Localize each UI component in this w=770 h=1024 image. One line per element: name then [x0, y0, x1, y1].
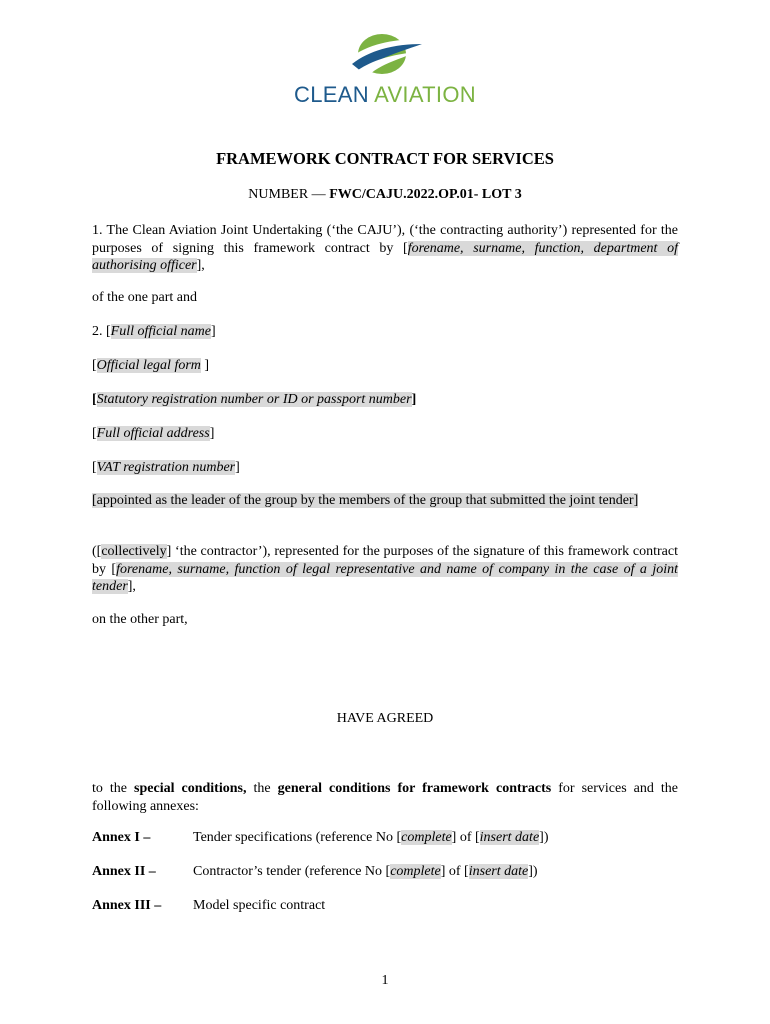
- logo-text: [280, 82, 490, 108]
- legal-form-field[interactable]: Official legal form: [96, 358, 201, 373]
- collectively-end: ],: [127, 579, 136, 594]
- logo-word-clean: CLEAN: [294, 82, 369, 107]
- page-number: 1: [381, 973, 389, 988]
- annex-2-date-field[interactable]: insert date: [468, 864, 529, 879]
- annex-1-end: ]): [539, 830, 549, 845]
- collectively-pre: ([: [92, 544, 102, 559]
- number-prefix: NUMBER —: [248, 187, 326, 202]
- address-line: [Full official address]: [92, 426, 215, 441]
- other-part-text: on the other part,: [92, 612, 188, 627]
- logo-swoosh-icon: [342, 30, 428, 82]
- annex-2-end: ]): [528, 864, 538, 879]
- conditions-t3: for services and the following annexes:: [92, 781, 679, 814]
- party-1-text: 1. The Clean Aviation Joint Undertaking (‘the CAJU’), (‘the contracting authority’) represented for the purposes of signing this framework contract by [: [92, 223, 678, 256]
- registration-line: [Statutory registration number or ID or passport number]: [92, 392, 417, 407]
- logo-word-aviation: AVIATION: [374, 82, 476, 107]
- annex-1-mid: ] of [: [451, 830, 480, 845]
- party-1-end: ],: [196, 258, 205, 273]
- annex-3-text: Model specific contract: [193, 898, 326, 913]
- full-name-field[interactable]: Full official name: [110, 324, 211, 339]
- annex-1-text: [193, 830, 549, 846]
- annex-1-desc: Tender specifications (reference No [: [193, 830, 402, 845]
- conditions-t1: to the: [92, 781, 135, 796]
- group-leader-line: [92, 492, 678, 510]
- special-conditions-text: special conditions,: [134, 781, 247, 796]
- paragraph-party-1: [92, 222, 678, 275]
- annex-1-date-field[interactable]: insert date: [479, 830, 540, 845]
- collectively-paragraph: [92, 543, 678, 596]
- legal-representative-field[interactable]: forename, surname, function of legal representative and name of company in the case of a joint tender: [92, 561, 678, 594]
- group-leader-field[interactable]: [appointed as the leader of the group by the members of the group that submitted the joint tender]: [92, 493, 639, 508]
- registration-field[interactable]: Statutory registration number or ID or passport number: [96, 392, 412, 407]
- conditions-paragraph: [92, 780, 678, 815]
- conditions-t2: the: [246, 781, 278, 796]
- legal-form-line: [Official legal form ]: [92, 358, 210, 373]
- party-2-number: 2. [: [92, 324, 111, 339]
- vat-field[interactable]: VAT registration number: [96, 460, 236, 475]
- number-value: FWC/CAJU.2022.OP.01- LOT 3: [329, 187, 522, 202]
- annex-2-reference-field[interactable]: complete: [390, 864, 441, 879]
- address-field[interactable]: Full official address: [96, 426, 210, 441]
- general-conditions-text: general conditions for framework contracts: [277, 781, 552, 796]
- authorising-officer-field[interactable]: forename, surname, function, department of authorising officer: [92, 240, 678, 273]
- annex-2-mid: ] of [: [440, 864, 469, 879]
- collectively-field[interactable]: collectively: [101, 544, 167, 559]
- vat-line: [VAT registration number]: [92, 460, 240, 475]
- one-part-text: of the one part and: [92, 290, 197, 305]
- annex-1-label: Annex I –: [92, 830, 151, 845]
- annex-1-reference-field[interactable]: complete: [401, 830, 452, 845]
- contract-number: [0, 187, 770, 203]
- clean-aviation-logo: [280, 30, 490, 112]
- document-title: FRAMEWORK CONTRACT FOR SERVICES: [216, 149, 554, 168]
- annex-2-text: [193, 864, 538, 880]
- annex-3-label: Annex III –: [92, 898, 162, 913]
- collectively-mid: ] ‘the contractor’), represented for the purposes of the signature of this framework contract by [: [92, 544, 678, 577]
- have-agreed-heading: HAVE AGREED: [336, 711, 434, 726]
- annex-2-label: Annex II –: [92, 864, 156, 879]
- full-name-line: 2. [Full official name]: [92, 324, 216, 339]
- annex-2-desc: Contractor’s tender (reference No [: [193, 864, 391, 879]
